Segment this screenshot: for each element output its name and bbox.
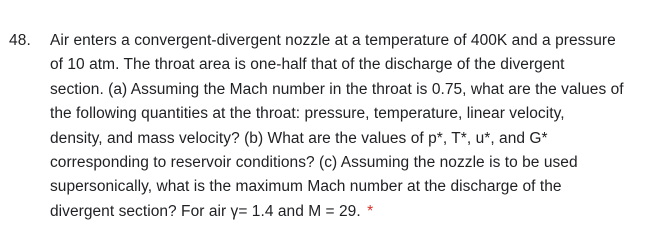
question-text-line: corresponding to reservoir conditions? (c) Assuming the nozzle is to be used <box>50 154 578 172</box>
required-asterisk: * <box>367 202 374 220</box>
question-text-line: supersonically, what is the maximum Mach number at the discharge of the <box>50 178 562 196</box>
question-text-line: density, and mass velocity? (b) What are the values of p*, T*, u*, and G* <box>50 129 548 147</box>
question-text-last-line <box>50 200 650 224</box>
question-text-line: of 10 atm. The throat area is one-half that of the discharge of the divergent <box>50 56 565 74</box>
question-text-line: divergent section? For air γ= 1.4 and M = 29. <box>50 202 361 220</box>
question-title <box>50 29 650 224</box>
question-text-line: Air enters a convergent-divergent nozzle at a temperature of 400K and a pressure <box>50 32 616 49</box>
question-text-line: the following quantities at the throat: pressure, temperature, linear velocity, <box>50 105 565 123</box>
question-text-line: section. (a) Assuming the Mach number in the throat is 0.75, what are the values of <box>50 80 624 98</box>
question-number: 48. <box>9 32 31 49</box>
